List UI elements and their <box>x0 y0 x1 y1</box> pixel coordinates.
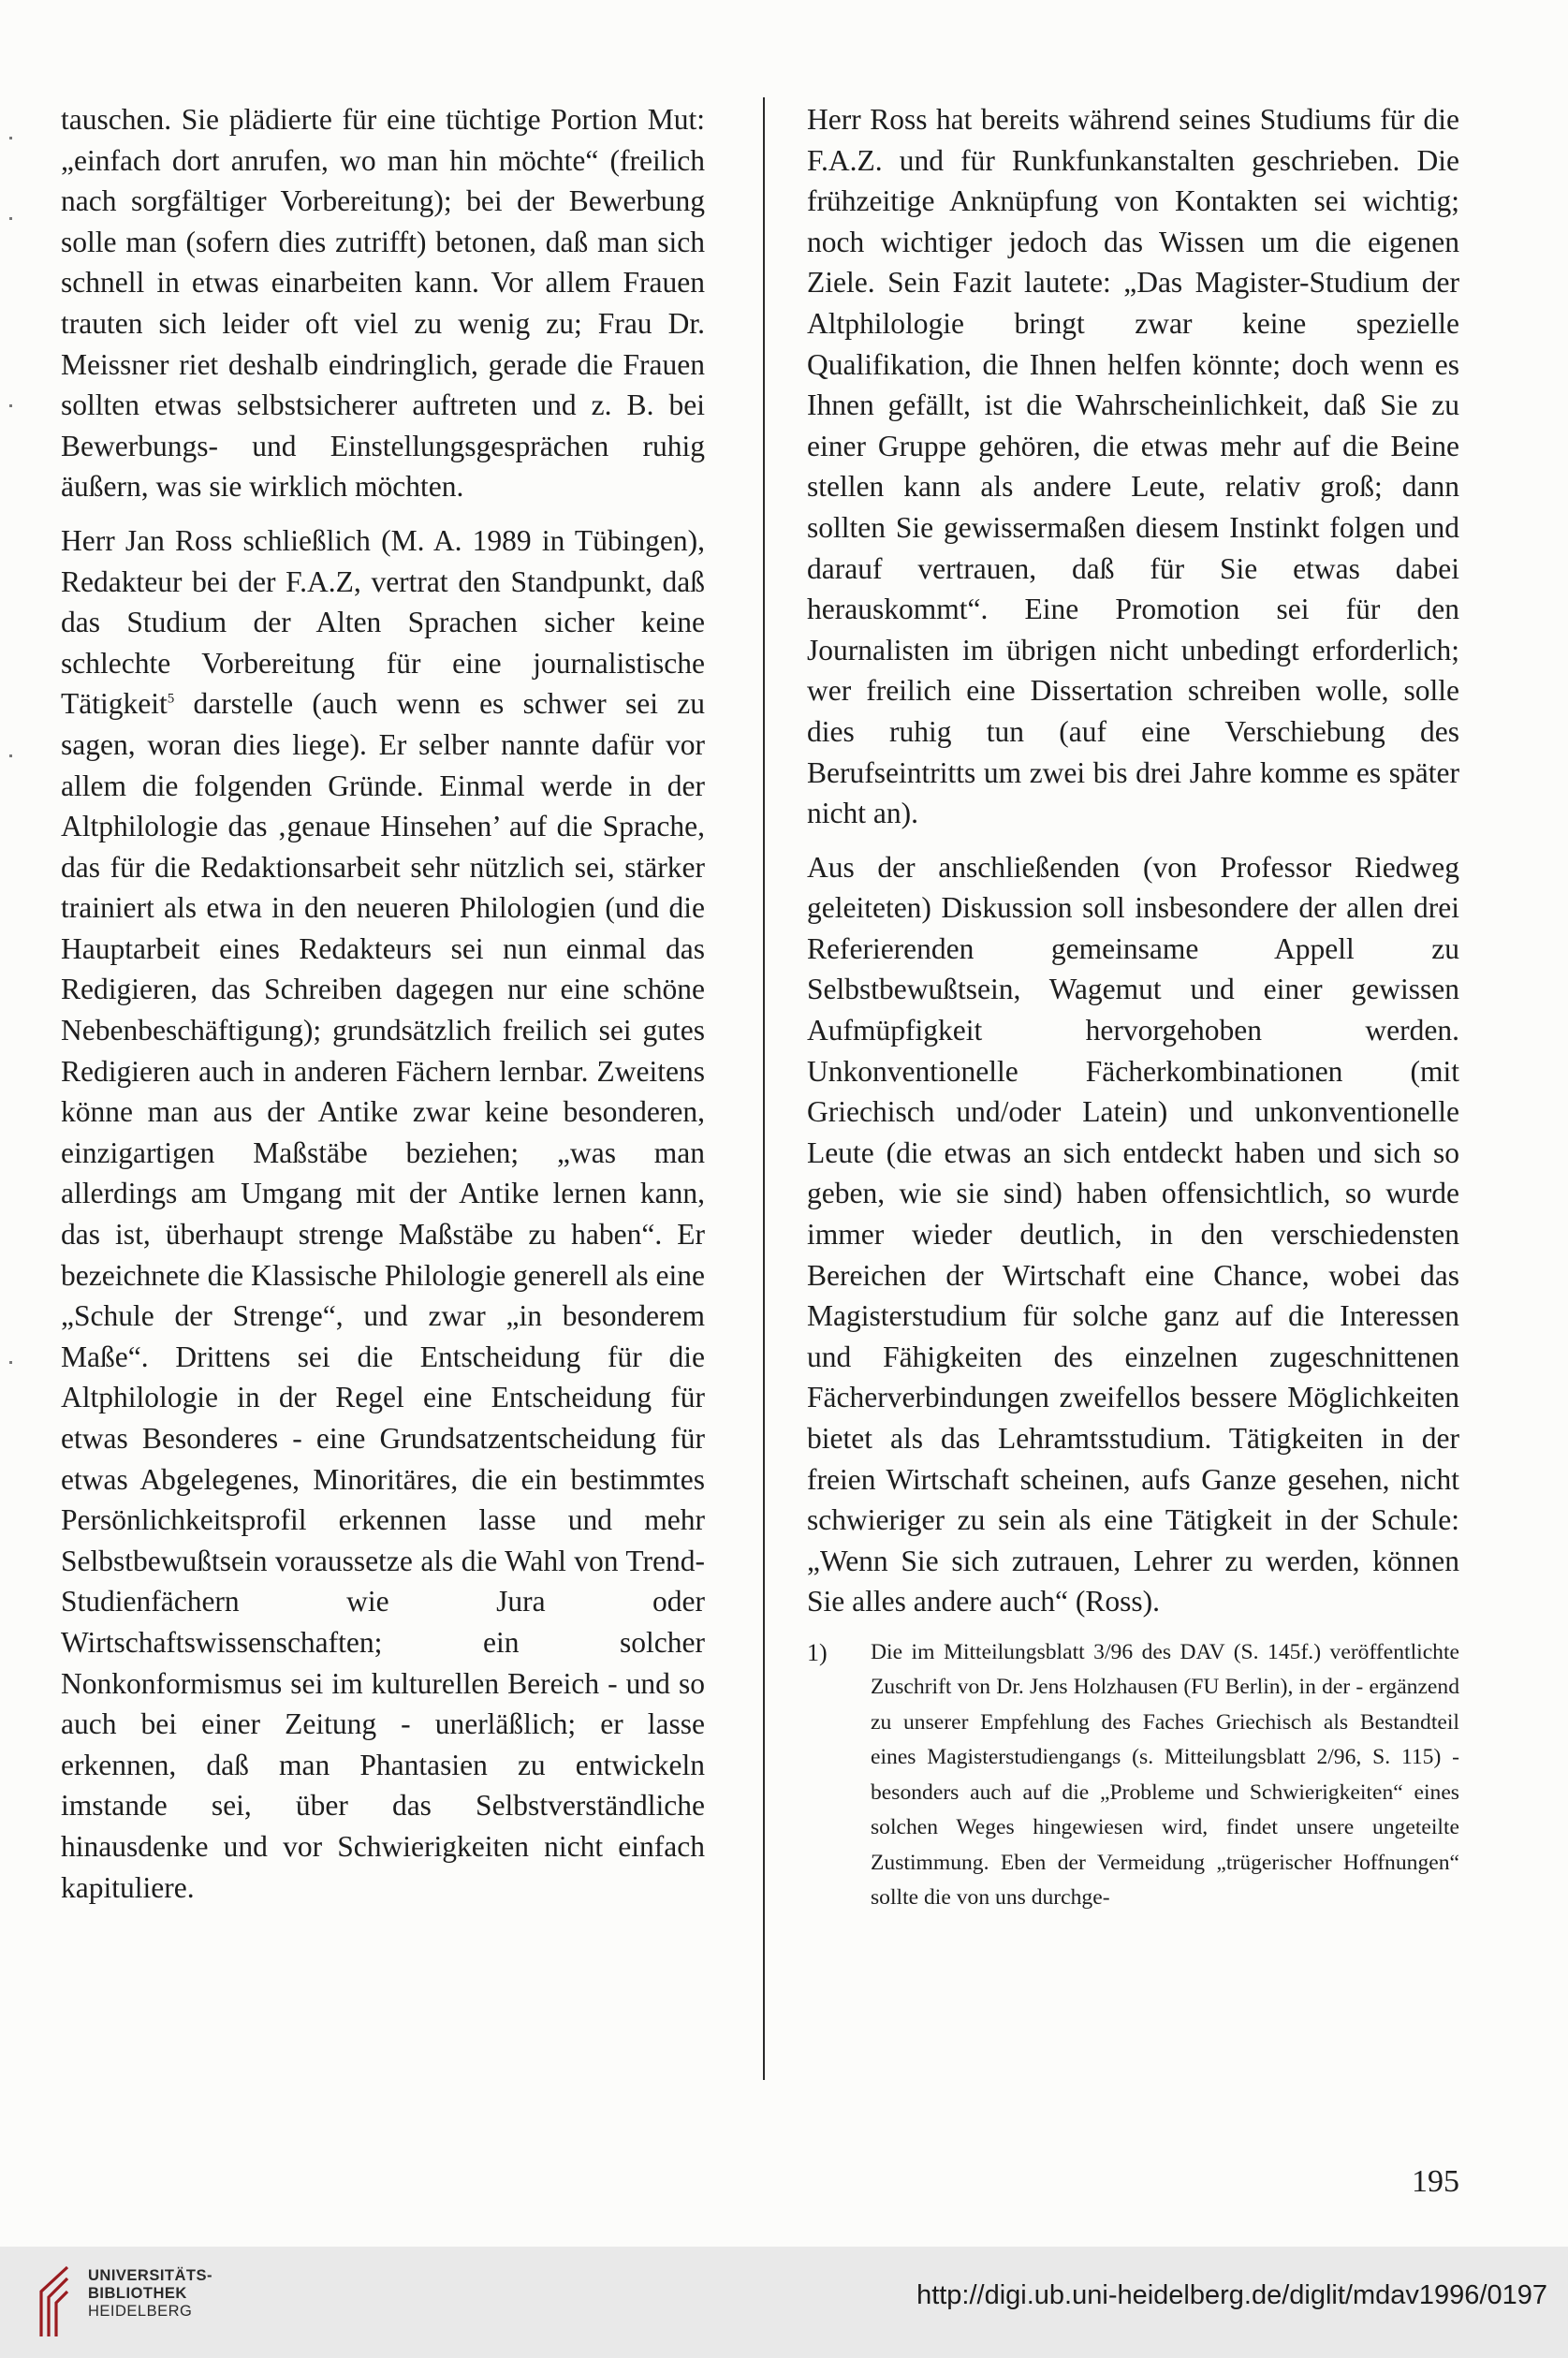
paragraph-text: darstelle (auch wenn es schwer sei zu sagen, woran dies liege). Er selber nannte dafür vor allem die folgenden Gründe. Einmal werde in der Altphilologie das ‚genaue Hinsehen’ auf die Sprache, das für die Redaktionsarbeit sehr nützlich sei, stärker trainiert als etwa in den neueren Philologien (und die Hauptarbeit eines Redakteurs sei nun einmal das Redigieren, das Schreiben dagegen nur eine schöne Nebenbeschäftigung); grundsätzlich freilich sei gutes Redigieren auch in anderen Fächern lernbar. Zweitens könne man aus der Antike zwar keine besonderen, einzigartigen Maßstäbe beziehen; „was man allerdings am Umgang mit der Antike lernen kann, das ist, überhaupt strenge Maßstäbe zu haben“. Er bezeichnete die Klassische Philologie generell als eine „Schule der Strenge“, und zwar „in besonderem Maße“. Drittens sei die Entscheidung für die Altphilologie in der Regel eine Entscheidung für etwas Besonderes - eine Grundsatzentscheidung für etwas Abgelegenes, Minoritäres, die ein bestimmtes Persönlichkeitsprofil erkennen lasse und mehr Selbstbewußtsein voraussetze als die Wahl von Trend-Studienfächern wie Jura oder Wirtschaftswissenschaften; ein solcher Nonkonformismus sei im kulturellen Bereich - und so auch bei einer Zeitung - unerläßlich; er lasse erkennen, daß man Phantasien zu entwickeln imstande sei, über das Selbstverständliche hinausdenke und vor Schwierigkeiten nicht einfach kapituliere. <box>61 687 705 1904</box>
page-number: 195 <box>1412 2164 1459 2199</box>
left-column <box>61 99 705 1921</box>
margin-mark <box>9 754 12 757</box>
column-divider <box>763 97 765 2080</box>
library-footer <box>0 2247 1568 2358</box>
right-column <box>807 99 1459 1916</box>
paragraph: tauschen. Sie plädierte für eine tüchtige Portion Mut: „einfach dort anrufen, wo man hin möchte“ (freilich nach sorgfältiger Vorbereitung); bei der Bewerbung solle man (sofern dies zutrifft) betonen, daß man sich schnell in etwas einarbeiten kann. Vor allem Frauen trauten sich leider oft viel zu wenig zu; Frau Dr. Meissner riet deshalb eindringlich, gerade die Frauen sollten etwas selbstsicherer auftreten und z. B. bei Bewerbungs- und Einstellungsgesprächen ruhig äußern, was sie wirklich möchten. <box>61 103 705 504</box>
library-logo-icon <box>37 2263 95 2338</box>
paragraph: Aus der anschließenden (von Professor Riedweg geleiteten) Diskussion soll insbesondere der allen drei Referierenden gemeinsame Appell zu Selbstbewußtsein, Wagemut und einer gewissen Aufmüpfigkeit hervorgehoben werden. Unkonventionelle Fächerkombinationen (mit Griechisch und/oder Latein) und unkonventionelle Leute (die etwas an sich entdeckt haben und sich so geben, wie sie sind) haben offensichtlich, so wurde immer wieder deutlich, in den verschiedensten Bereichen der Wirtschaft eine Chance, wobei das Magisterstudium für solche ganz auf die Interessen und Fähigkeiten des einzelnen zugeschnittenen Fächerverbindungen zweifellos bessere Möglichkeiten bietet als das Lehramtsstudium. Tätigkeiten in der freien Wirtschaft scheinen, aufs Ganze gesehen, nicht schwieriger zu sein als eine Tätigkeit in der Schule: „Wenn Sie sich zutrauen, Lehrer zu werden, können Sie alles andere auch“ (Ross). <box>807 850 1459 1618</box>
footnote <box>807 1635 1459 1916</box>
margin-mark <box>9 1361 12 1364</box>
footnote-text: Die im Mitteilungsblatt 3/96 des DAV (S. 145f.) veröffentlichte Zuschrift von Dr. Jens Holzhausen (FU Berlin), in der - ergänzend zu unserer Empfehlung des Faches Griechisch als Bestandteil eines Magisterstudiengangs (s. Mitteilungsblatt 2/96, S. 115) - besonders auch auf die „Probleme und Schwierigkeiten“ eines solchen Weges hingewiesen wird, findet unsere ungeteilte Zustimmung. Eben der Vermeidung „trügerischer Hoffnungen“ sollte die von uns durchge- <box>871 1639 1459 1911</box>
footnote-number: 1) <box>807 1638 828 1666</box>
paragraph: Herr Ross hat bereits während seines Studiums für die F.A.Z. und für Runkfunkanstalten geschrieben. Die frühzeitige Anknüpfung von Kontakten sei wichtig; noch wichtiger jedoch das Wissen um die eigenen Ziele. Sein Fazit lautete: „Das Magister-Studium der Altphilologie bringt zwar keine spezielle Qualifikation, die Ihnen helfen könnte; doch wenn es Ihnen gefällt, ist die Wahrscheinlichkeit, daß Sie zu einer Gruppe gehören, die etwas mehr auf die Beine stellen kann als andere Leute, relativ groß; dann sollten Sie gewissermaßen diesem Instinkt folgen und darauf vertrauen, daß für Sie etwas dabei herauskommt“. Eine Promotion sei für den Journalisten im übrigen nicht unbedingt erforderlich; wer freilich eine Dissertation schreiben wolle, solle dies ruhig tun (auf eine Verschiebung des Berufseintritts um zwei bis drei Jahre komme es später nicht an). <box>807 103 1459 830</box>
library-name-line: HEIDELBERG <box>88 2303 193 2320</box>
library-name-line: UNIVERSITÄTS- <box>88 2267 213 2284</box>
paragraph-ross <box>61 520 705 1908</box>
library-name <box>88 2267 212 2321</box>
footnote-reference: 5 <box>167 691 175 707</box>
document-url-link[interactable]: http://digi.ub.uni-heidelberg.de/diglit/mdav1996/0197 <box>916 2280 1547 2310</box>
library-name-line: BIBLIOTHEK <box>88 2285 187 2302</box>
paragraph-text: Herr Jan Ross schließlich (M. A. 1989 in Tübingen), Redakteur bei der F.A.Z, vertrat den Standpunkt, daß das Studium der Alten Sprachen sicher keine schlechte Vorbereitung für eine journalistische Tätigkeit <box>61 523 705 721</box>
margin-mark <box>9 217 12 220</box>
margin-mark <box>9 404 12 407</box>
margin-mark <box>9 137 12 139</box>
